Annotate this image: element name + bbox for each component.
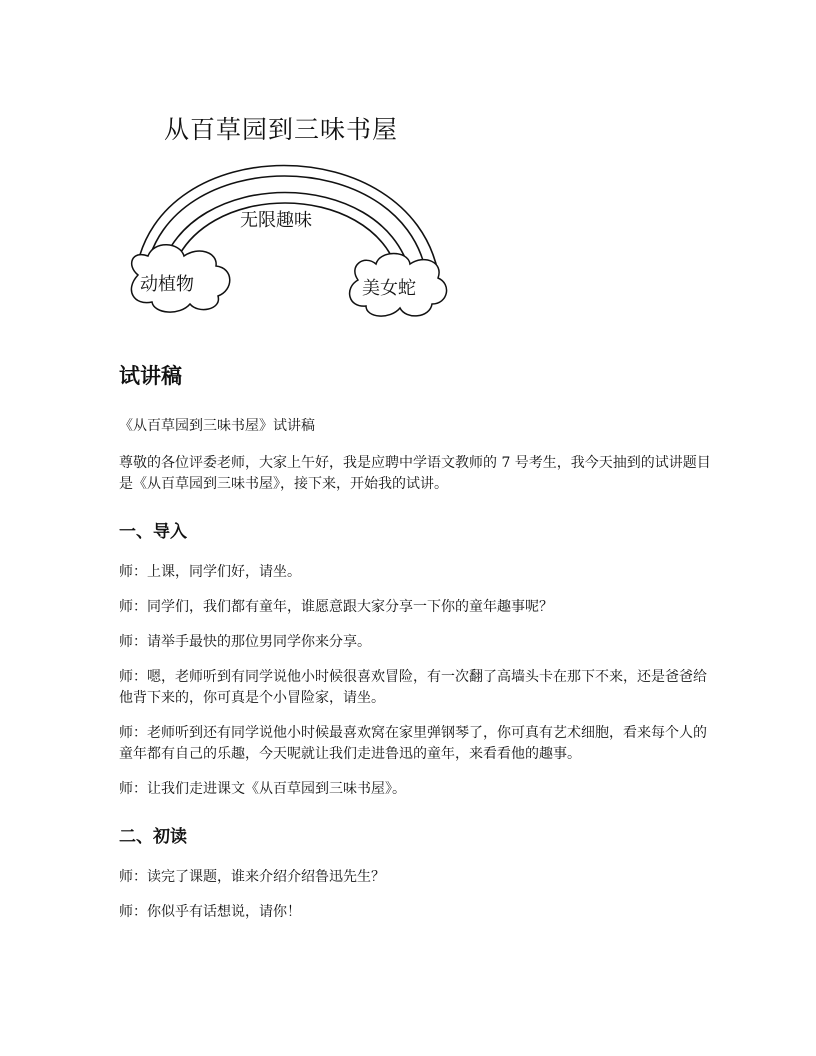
left-cloud-label: 动植物	[140, 274, 194, 295]
paragraph: 师：上课，同学们好，请坐。	[119, 564, 301, 580]
paragraph: 师：老师听到还有同学说他小时候最喜欢窝在家里弹钢琴了，你可真有艺术细胞，看来每个人的童年都有自己的乐趣，今天呢就让我们走进鲁迅的童年，来看看他的趣事。	[119, 725, 707, 762]
document-subtitle: 《从百草园到三味书屋》试讲稿	[119, 418, 315, 434]
paragraph: 师：读完了课题，谁来介绍介绍鲁迅先生？	[119, 869, 385, 885]
intro-paragraph: 尊敬的各位评委老师，大家上午好，我是应聘中学语文教师的 7 号考生，我今天抽到的试讲题目是《从百草园到三味书屋》，接下来，开始我的试讲。	[119, 455, 711, 492]
paragraph: 师：同学们，我们都有童年，谁愿意跟大家分享一下你的童年趣事呢？	[119, 599, 553, 615]
paragraph: 师：让我们走进课文《从百草园到三味书屋》。	[119, 781, 406, 797]
right-cloud-label: 美女蛇	[362, 278, 416, 299]
page-heading: 试讲稿	[119, 364, 182, 388]
paragraph: 师：请举手最快的那位男同学你来分享。	[119, 634, 371, 650]
section-heading-intro: 一、导入	[119, 522, 187, 542]
section-heading-first-reading: 二、初读	[119, 827, 187, 847]
arc-label: 无限趣味	[240, 210, 312, 231]
paragraph: 师：嗯，老师听到有同学说他小时候很喜欢冒险，有一次翻了高墙头卡在那下不来，还是爸爸给他背下来的，你可真是个小冒险家，请坐。	[119, 669, 707, 706]
rainbow-diagram	[118, 100, 458, 330]
paragraph: 师：你似乎有话想说，请你！	[119, 904, 301, 920]
diagram-title: 从百草园到三味书屋	[164, 115, 399, 144]
document-body	[119, 360, 719, 937]
